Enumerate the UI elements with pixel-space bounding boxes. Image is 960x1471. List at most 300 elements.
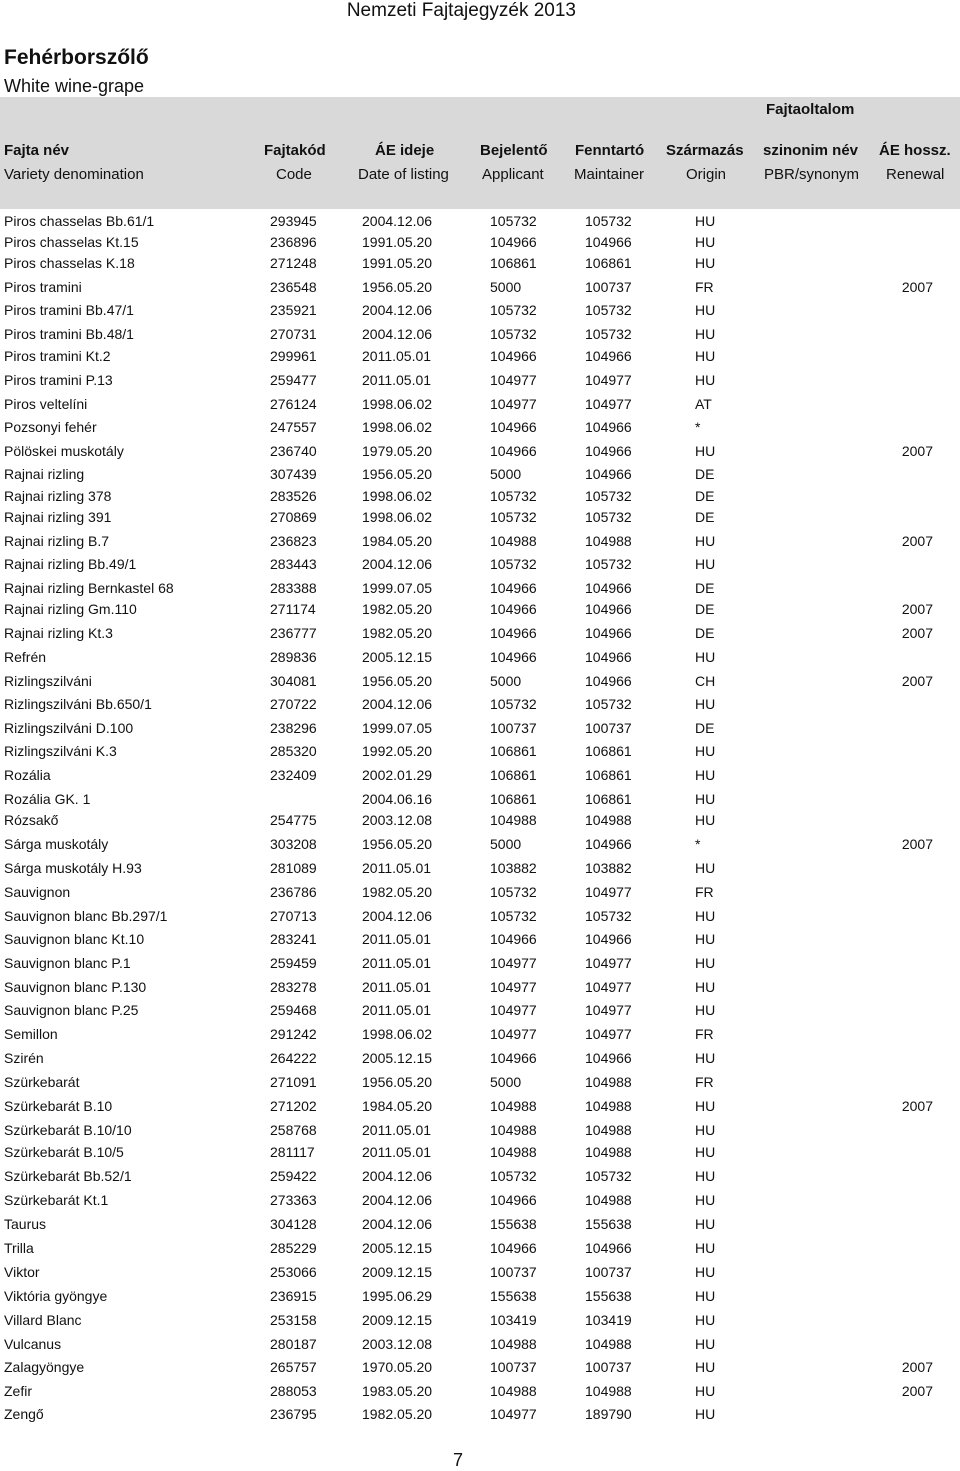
- cell-maintainer: 100737: [585, 1359, 632, 1375]
- cell-name: Piros tramini Bb.47/1: [4, 302, 134, 318]
- cell-origin: HU: [695, 743, 716, 759]
- cell-listing-date: 1998.06.02: [362, 419, 433, 435]
- cell-code: 283388: [270, 580, 317, 596]
- cell-maintainer: 104966: [585, 601, 632, 617]
- cell-origin: HU: [695, 812, 716, 828]
- table-row: [0, 1122, 960, 1142]
- cell-applicant: 104966: [490, 1240, 537, 1256]
- cell-maintainer: 104966: [585, 348, 632, 364]
- cell-listing-date: 2011.05.01: [362, 1144, 432, 1160]
- cell-code: 253066: [270, 1264, 317, 1280]
- cell-origin: HU: [695, 1264, 716, 1280]
- cell-listing-date: 1999.07.05: [362, 720, 433, 736]
- cell-code: 283278: [270, 979, 317, 995]
- cell-code: 288053: [270, 1383, 317, 1399]
- table-row: [0, 649, 960, 669]
- cell-origin: FR: [695, 279, 714, 295]
- table-row: [0, 884, 960, 904]
- cell-code: 281117: [270, 1144, 315, 1160]
- cell-listing-date: 1982.05.20: [362, 625, 433, 641]
- cell-listing-date: 1995.06.29: [362, 1288, 433, 1304]
- cell-listing-date: 1991.05.20: [362, 255, 433, 271]
- col-origin-en: Origin: [686, 166, 727, 183]
- cell-origin: HU: [695, 213, 716, 229]
- cell-maintainer: 104988: [585, 1074, 632, 1090]
- col-maintainer-hu: Fenntartó: [575, 142, 645, 159]
- cell-renewal: 2007: [901, 1359, 933, 1375]
- table-row: [0, 601, 960, 621]
- cell-listing-date: 2009.12.15: [362, 1312, 433, 1328]
- cell-origin: DE: [695, 509, 715, 525]
- cell-applicant: 104966: [490, 649, 537, 665]
- cell-code: 303208: [270, 836, 317, 852]
- cell-name: Sárga muskotály: [4, 836, 109, 852]
- cell-applicant: 155638: [490, 1288, 537, 1304]
- cell-origin: HU: [695, 1312, 716, 1328]
- cell-name: Rizlingszilváni D.100: [4, 720, 134, 736]
- cell-name: Piros chasselas K.18: [4, 255, 135, 271]
- table-row: [0, 302, 960, 322]
- cell-applicant: 104988: [490, 812, 537, 828]
- cell-listing-date: 1956.05.20: [362, 836, 433, 852]
- table-row: [0, 279, 960, 299]
- cell-listing-date: 1956.05.20: [362, 279, 433, 295]
- cell-maintainer: 106861: [585, 743, 632, 759]
- table-row: [0, 908, 960, 928]
- cell-code: 283443: [270, 556, 317, 572]
- cell-code: 270713: [270, 908, 317, 924]
- cell-name: Rajnai rizling 378: [4, 488, 112, 504]
- cell-name: Piros veltelíni: [4, 396, 88, 412]
- cell-name: Rózsakő: [4, 812, 59, 828]
- cell-maintainer: 100737: [585, 720, 632, 736]
- cell-applicant: 104977: [490, 1026, 537, 1042]
- col-variety-en: Variety denomination: [4, 166, 144, 183]
- table-row: [0, 1192, 960, 1212]
- cell-name: Rajnai rizling Bernkastel 68: [4, 580, 174, 596]
- table-row: [0, 625, 960, 645]
- cell-maintainer: 104988: [585, 1122, 632, 1138]
- cell-applicant: 105732: [490, 302, 537, 318]
- cell-name: Rizlingszilváni Bb.650/1: [4, 696, 152, 712]
- table-row: [0, 580, 960, 600]
- cell-code: 299961: [270, 348, 317, 364]
- cell-code: 238296: [270, 720, 317, 736]
- cell-applicant: 155638: [490, 1216, 537, 1232]
- cell-listing-date: 1956.05.20: [362, 673, 433, 689]
- cell-name: Sauvignon blanc Kt.10: [4, 931, 145, 947]
- cell-code: 273363: [270, 1192, 317, 1208]
- cell-origin: HU: [695, 556, 716, 572]
- table-row: [0, 443, 960, 463]
- cell-listing-date: 2003.12.08: [362, 812, 433, 828]
- table-row: [0, 556, 960, 576]
- cell-applicant: 105732: [490, 908, 537, 924]
- cell-renewal: 2007: [901, 673, 933, 689]
- cell-code: 270722: [270, 696, 317, 712]
- table-row: [0, 488, 960, 508]
- cell-listing-date: 1956.05.20: [362, 466, 433, 482]
- cell-listing-date: 1998.06.02: [362, 509, 433, 525]
- cell-listing-date: 1998.06.02: [362, 488, 433, 504]
- cell-applicant: 104977: [490, 372, 537, 388]
- cell-name: Villard Blanc: [4, 1312, 82, 1328]
- cell-name: Zalagyöngye: [4, 1359, 85, 1375]
- cell-applicant: 104966: [490, 580, 537, 596]
- cell-maintainer: 104988: [585, 533, 632, 549]
- cell-code: 270731: [270, 326, 317, 342]
- cell-maintainer: 104977: [585, 955, 632, 971]
- cell-maintainer: 104977: [585, 884, 632, 900]
- cell-applicant: 5000: [490, 1074, 522, 1090]
- cell-listing-date: 2004.12.06: [362, 696, 433, 712]
- cell-origin: HU: [695, 1383, 716, 1399]
- cell-listing-date: 2011.05.01: [362, 1122, 432, 1138]
- cell-applicant: 104966: [490, 931, 537, 947]
- cell-code: 271091: [270, 1074, 317, 1090]
- cell-origin: HU: [695, 1359, 716, 1375]
- table-row: [0, 1002, 960, 1022]
- cell-name: Piros chasselas Bb.61/1: [4, 213, 155, 229]
- col-variety-hu: Fajta név: [4, 142, 70, 159]
- cell-applicant: 103419: [490, 1312, 537, 1328]
- cell-origin: AT: [695, 396, 712, 412]
- cell-applicant: 106861: [490, 767, 537, 783]
- table-row: [0, 931, 960, 951]
- cell-origin: HU: [695, 791, 716, 807]
- table-row: [0, 1050, 960, 1070]
- cell-listing-date: 1979.05.20: [362, 443, 433, 459]
- cell-listing-date: 1998.06.02: [362, 396, 433, 412]
- cell-listing-date: 1970.05.20: [362, 1359, 433, 1375]
- cell-origin: DE: [695, 580, 715, 596]
- cell-code: 259459: [270, 955, 317, 971]
- cell-applicant: 104966: [490, 1050, 537, 1066]
- cell-origin: HU: [695, 1122, 716, 1138]
- cell-name: Piros tramini: [4, 279, 82, 295]
- cell-name: Zengő: [4, 1406, 44, 1422]
- cell-name: Viktória gyöngye: [4, 1288, 108, 1304]
- cell-renewal: 2007: [901, 279, 933, 295]
- cell-name: Sauvignon: [4, 884, 71, 900]
- cell-code: 289836: [270, 649, 317, 665]
- cell-name: Sauvignon blanc P.1: [4, 955, 131, 971]
- cell-code: 236896: [270, 234, 317, 250]
- cell-name: Piros tramini P.13: [4, 372, 113, 388]
- cell-applicant: 105732: [490, 488, 537, 504]
- cell-maintainer: 106861: [585, 767, 632, 783]
- cell-origin: HU: [695, 931, 716, 947]
- cell-code: 236786: [270, 884, 317, 900]
- cell-applicant: 5000: [490, 836, 522, 852]
- table-row: [0, 509, 960, 529]
- table-row: [0, 1359, 960, 1379]
- cell-applicant: 105732: [490, 884, 537, 900]
- table-row: [0, 1240, 960, 1260]
- cell-listing-date: 1982.05.20: [362, 1406, 433, 1422]
- cell-name: Piros chasselas Kt.15: [4, 234, 139, 250]
- table-row: [0, 1074, 960, 1094]
- cell-origin: HU: [695, 348, 716, 364]
- cell-maintainer: 104988: [585, 1192, 632, 1208]
- table-row: [0, 1312, 960, 1332]
- cell-origin: FR: [695, 1026, 714, 1042]
- cell-name: Piros tramini Bb.48/1: [4, 326, 134, 342]
- cell-code: 236548: [270, 279, 317, 295]
- col-applicant-hu: Bejelentő: [480, 142, 548, 159]
- cell-maintainer: 105732: [585, 556, 632, 572]
- cell-code: 259477: [270, 372, 317, 388]
- cell-origin: HU: [695, 533, 716, 549]
- table-row: [0, 1098, 960, 1118]
- col-renewal-hu: ÁE hossz.: [879, 142, 951, 159]
- cell-listing-date: 1992.05.20: [362, 743, 433, 759]
- cell-code: 259468: [270, 1002, 317, 1018]
- cell-name: Pölöskei muskotály: [4, 443, 124, 459]
- cell-code: 293945: [270, 213, 317, 229]
- cell-maintainer: 105732: [585, 488, 632, 504]
- table-row: [0, 1168, 960, 1188]
- cell-maintainer: 105732: [585, 509, 632, 525]
- cell-code: 258768: [270, 1122, 317, 1138]
- cell-listing-date: 2004.12.06: [362, 556, 433, 572]
- cell-origin: HU: [695, 1216, 716, 1232]
- col-origin-hu: Származás: [666, 142, 744, 159]
- cell-code: 236823: [270, 533, 317, 549]
- cell-origin: DE: [695, 601, 715, 617]
- cell-applicant: 104988: [490, 533, 537, 549]
- cell-name: Viktor: [4, 1264, 40, 1280]
- col-applicant-en: Applicant: [482, 166, 544, 183]
- cell-name: Sauvignon blanc P.25: [4, 1002, 139, 1018]
- cell-origin: HU: [695, 302, 716, 318]
- cell-origin: HU: [695, 908, 716, 924]
- cell-maintainer: 104966: [585, 580, 632, 596]
- cell-renewal: 2007: [901, 836, 933, 852]
- cell-renewal: 2007: [901, 1383, 933, 1399]
- cell-listing-date: 1982.05.20: [362, 884, 433, 900]
- cell-maintainer: 106861: [585, 255, 632, 271]
- cell-maintainer: 103419: [585, 1312, 632, 1328]
- cell-origin: HU: [695, 696, 716, 712]
- table-row: [0, 673, 960, 693]
- cell-maintainer: 104966: [585, 625, 632, 641]
- cell-code: 271174: [270, 601, 316, 617]
- cell-name: Trilla: [4, 1240, 34, 1256]
- cell-name: Rozália GK. 1: [4, 791, 91, 807]
- cell-name: Piros tramini Kt.2: [4, 348, 111, 364]
- cell-applicant: 5000: [490, 673, 522, 689]
- cell-name: Szürkebarát B.10/10: [4, 1122, 132, 1138]
- table-row: [0, 1026, 960, 1046]
- cell-name: Rajnai rizling Bb.49/1: [4, 556, 137, 572]
- cell-origin: *: [695, 419, 701, 435]
- table-row: [0, 396, 960, 416]
- cell-maintainer: 105732: [585, 1168, 632, 1184]
- cell-applicant: 104966: [490, 601, 537, 617]
- cell-applicant: 104988: [490, 1383, 537, 1399]
- cell-applicant: 105732: [490, 326, 537, 342]
- cell-renewal: 2007: [901, 601, 933, 617]
- cell-code: 270869: [270, 509, 317, 525]
- cell-code: 307439: [270, 466, 317, 482]
- cell-listing-date: 2004.06.16: [362, 791, 433, 807]
- cell-code: 285229: [270, 1240, 317, 1256]
- cell-applicant: 104966: [490, 419, 537, 435]
- cell-maintainer: 104966: [585, 649, 632, 665]
- cell-origin: DE: [695, 720, 715, 736]
- cell-origin: FR: [695, 1074, 714, 1090]
- cell-origin: HU: [695, 1098, 716, 1114]
- cell-code: 236915: [270, 1288, 317, 1304]
- cell-name: Szürkebarát Bb.52/1: [4, 1168, 132, 1184]
- cell-origin: HU: [695, 649, 716, 665]
- cell-origin: HU: [695, 1144, 716, 1160]
- table-row: [0, 1336, 960, 1356]
- cell-maintainer: 104977: [585, 979, 632, 995]
- cell-name: Pozsonyi fehér: [4, 419, 97, 435]
- cell-name: Rajnai rizling Kt.3: [4, 625, 113, 641]
- cell-listing-date: 2005.12.15: [362, 1240, 433, 1256]
- cell-origin: HU: [695, 372, 716, 388]
- cell-applicant: 104988: [490, 1336, 537, 1352]
- cell-origin: DE: [695, 466, 715, 482]
- cell-applicant: 105732: [490, 213, 537, 229]
- table-row: [0, 720, 960, 740]
- cell-maintainer: 104977: [585, 396, 632, 412]
- col-synonym-hu: szinonim név: [763, 142, 859, 159]
- cell-code: 271202: [270, 1098, 317, 1114]
- cell-applicant: 104977: [490, 396, 537, 412]
- cell-name: Rajnai rizling 391: [4, 509, 112, 525]
- cell-listing-date: 1999.07.05: [362, 580, 433, 596]
- cell-applicant: 104977: [490, 955, 537, 971]
- cell-maintainer: 104966: [585, 836, 632, 852]
- cell-listing-date: 2011.05.01: [362, 372, 432, 388]
- cell-listing-date: 2011.05.01: [362, 931, 432, 947]
- cell-listing-date: 1984.05.20: [362, 533, 433, 549]
- table-row: [0, 326, 960, 346]
- cell-maintainer: 104988: [585, 1098, 632, 1114]
- section-subtitle: White wine-grape: [4, 76, 145, 96]
- cell-code: 259422: [270, 1168, 317, 1184]
- cell-listing-date: 2005.12.15: [362, 1050, 433, 1066]
- cell-code: 236795: [270, 1406, 317, 1422]
- cell-origin: HU: [695, 1002, 716, 1018]
- cell-origin: HU: [695, 1240, 716, 1256]
- cell-applicant: 104966: [490, 1192, 537, 1208]
- cell-listing-date: 2009.12.15: [362, 1264, 433, 1280]
- cell-name: Rizlingszilváni K.3: [4, 743, 117, 759]
- cell-applicant: 106861: [490, 743, 537, 759]
- table-row: [0, 213, 960, 233]
- cell-origin: CH: [695, 673, 716, 689]
- cell-origin: DE: [695, 488, 715, 504]
- cell-code: 291242: [270, 1026, 317, 1042]
- cell-maintainer: 100737: [585, 1264, 632, 1280]
- cell-origin: HU: [695, 979, 716, 995]
- cell-listing-date: 2004.12.06: [362, 908, 433, 924]
- cell-origin: HU: [695, 767, 716, 783]
- cell-code: 253158: [270, 1312, 317, 1328]
- cell-origin: HU: [695, 1288, 716, 1304]
- table-row: [0, 1264, 960, 1284]
- cell-origin: HU: [695, 1336, 716, 1352]
- table-row: [0, 743, 960, 763]
- cell-code: 232409: [270, 767, 317, 783]
- cell-applicant: 104966: [490, 234, 537, 250]
- cell-code: 271248: [270, 255, 317, 271]
- cell-maintainer: 104966: [585, 234, 632, 250]
- cell-name: Rajnai rizling B.7: [4, 533, 110, 549]
- col-synonym-en: PBR/synonym: [764, 166, 860, 183]
- table-row: [0, 1216, 960, 1236]
- table-row: [0, 419, 960, 439]
- cell-renewal: 2007: [901, 443, 933, 459]
- cell-applicant: 105732: [490, 696, 537, 712]
- table-row: [0, 955, 960, 975]
- cell-applicant: 104988: [490, 1144, 537, 1160]
- cell-code: 247557: [270, 419, 317, 435]
- cell-code: 304081: [270, 673, 317, 689]
- cell-code: 264222: [270, 1050, 317, 1066]
- cell-maintainer: 104966: [585, 1050, 632, 1066]
- cell-applicant: 104988: [490, 1098, 537, 1114]
- cell-listing-date: 2004.12.06: [362, 1168, 433, 1184]
- cell-name: Sauvignon blanc Bb.297/1: [4, 908, 168, 924]
- cell-listing-date: 1956.05.20: [362, 1074, 433, 1090]
- cell-listing-date: 2004.12.06: [362, 1216, 433, 1232]
- cell-listing-date: 2004.12.06: [362, 1192, 433, 1208]
- cell-renewal: 2007: [901, 533, 933, 549]
- cell-name: Sárga muskotály H.93: [4, 860, 142, 876]
- cell-maintainer: 100737: [585, 279, 632, 295]
- cell-listing-date: 2005.12.15: [362, 649, 433, 665]
- cell-listing-date: 2002.01.29: [362, 767, 433, 783]
- cell-applicant: 104966: [490, 625, 537, 641]
- cell-listing-date: 2011.05.01: [362, 860, 432, 876]
- cell-code: 235921: [270, 302, 317, 318]
- cell-applicant: 100737: [490, 720, 537, 736]
- table-row: [0, 533, 960, 553]
- document-header-title: Nemzeti Fajtajegyzék 2013: [346, 0, 576, 21]
- cell-listing-date: 1982.05.20: [362, 601, 433, 617]
- cell-maintainer: 103882: [585, 860, 632, 876]
- table-row: [0, 1406, 960, 1426]
- cell-code: 285320: [270, 743, 317, 759]
- cell-name: Rajnai rizling: [4, 466, 85, 482]
- cell-applicant: 104988: [490, 1122, 537, 1138]
- cell-maintainer: 105732: [585, 326, 632, 342]
- cell-name: Rajnai rizling Gm.110: [4, 601, 137, 617]
- cell-maintainer: 155638: [585, 1288, 632, 1304]
- table-row: [0, 791, 960, 811]
- cell-name: Szürkebarát B.10/5: [4, 1144, 124, 1160]
- cell-applicant: 104977: [490, 1406, 537, 1422]
- table-row: [0, 836, 960, 856]
- cell-applicant: 100737: [490, 1264, 537, 1280]
- cell-name: Rizlingszilváni: [4, 673, 92, 689]
- cell-code: 283526: [270, 488, 317, 504]
- col-renewal-en: Renewal: [886, 166, 945, 183]
- cell-applicant: 104966: [490, 443, 537, 459]
- page-number: 7: [453, 1450, 464, 1470]
- cell-listing-date: 2003.12.08: [362, 1336, 433, 1352]
- table-row: [0, 696, 960, 716]
- cell-maintainer: 189790: [585, 1406, 632, 1422]
- cell-code: 254775: [270, 812, 317, 828]
- cell-origin: HU: [695, 1050, 716, 1066]
